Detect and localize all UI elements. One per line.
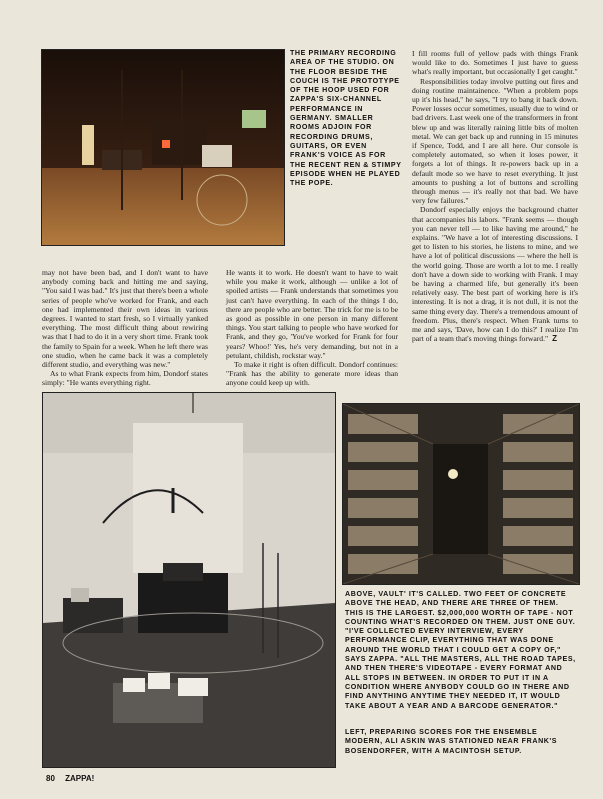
studio-photo-image <box>42 50 284 245</box>
studio-photo <box>41 49 285 246</box>
end-mark: Z <box>552 334 557 344</box>
paragraph: may not have been bad, and I don't want to have anybody coming back and hitting me and saying, "You said I was bad." It's just that there's been a whole series of people who've worked for Frank, and each one had implemented their own ideas in various degrees. I wanted to start fresh, so I virtually yanked everything. The most difficult thing about rewiring was that I had to do it in a very short time. Frank took the family to Spain for a week. When he left there was one studio, when he came back it was a completely different studio, and everything was new." <box>42 268 208 370</box>
paragraph: As to what Frank expects from him, Dondorf states simply: "He wants everything right. <box>42 369 208 388</box>
page-footer <box>46 774 102 783</box>
paragraph: To make it right is often difficult. Dondorf continues: "Frank has the ability to generate more ideas than anyone could keep up with. <box>226 360 398 388</box>
piano-room-photo <box>42 392 336 768</box>
magazine-name: ZAPPA! <box>65 774 95 783</box>
article-column-left <box>42 268 208 388</box>
photo-caption-top: THE PRIMARY RECORDING AREA OF THE STUDIO. ON THE FLOOR BESIDE THE COUCH IS THE PROTOTYPE OF THE HOOP USED FOR ZAPPA'S SIX-CHANNEL PERFORMANCE IN GERMANY. SMALLER ROOMS ADJOIN FOR RECORDING DRUMS, GUITARS, OR EVEN FRANK'S VOICE AS FOR THE RECENT REN & STIMPY EPISODE WHEN HE PLAYED THE POPE. <box>290 49 402 188</box>
article-column-right <box>412 49 578 344</box>
page-number: 80 <box>46 774 55 783</box>
article-column-middle <box>226 268 398 388</box>
tape-vault-photo <box>342 403 580 585</box>
scores-caption: LEFT, PREPARING SCORES FOR THE ENSEMBLE MODERN, ALI ASKIN WAS STATIONED NEAR FRANK'S BOSENDORFER, WITH A MACINTOSH SETUP. <box>345 728 558 755</box>
paragraph <box>412 205 578 343</box>
tape-vault-image <box>343 404 579 584</box>
paragraph: Responsibilities today involve putting out fires and doing routine maintainence. "When a problem pops up it's his head," he says, "I try to bang it back down. Power losses occur sometimes, usually due to wind or bad drivers. Last week one of the transformers in front blew up and was literally raining little bits of molten metal. We can get back up and running in 15 minutes if Spence, Todd, and I are all here. Our console is completely automated, so when it loses power, it forgets a lot of things. It re-powers back up in a default mode so we have to reset everything. It just amounts to pushing a lot of buttons and scrolling through menus — it's really not that bad. We have very few failures." <box>412 76 578 206</box>
paragraph-text: Dondorf especially enjoys the background chatter that accompanies his labors. "Frank seems — though you can never tell — to like having me around," he explains. "We have a lot of interesting discussions. I get to listen to his stories, he listens to mine, and we have a lot of political discussions — where the hell is the world going. Those are worth a lot to me. I really don't have a down side to working with Frank. I may be having a charmed life, but generally it's been relatively easy. The best part of working here is it's interesting. It is not a drag, it is not dull, it is not the same thing every day. There's a tremendous amount of freedom. Plus, there's respect. When Frank turns to me and says, 'Dave, how can I do this?' I realize I'm part of a team that's moving things forward." <box>412 205 578 344</box>
vault-caption: ABOVE, VAULT' IT'S CALLED. TWO FEET OF CONCRETE ABOVE THE HEAD, AND THERE ARE THREE OF THEM. THIS IS THE LARGEST. $2,000,000 WORTH OF TAPE - NOT COUNTING WHAT'S RECORDED ON THEM. JUST ONE GUY. "I'VE COLLECTED EVERY INTERVIEW, EVERY PERFORMANCE CLIP, EVERYTHING THAT WAS DONE AROUND THE WORLD THAT I COULD GET A COPY OF," SAYS ZAPPA. "ALL THE MASTERS, ALL THE ROAD TAPES, AND THEN THERE'S VIDEOTAPE - EVERY FORMAT AND ALL STOPS IN BETWEEN. IN ORDER TO PUT IT IN A CONDITION WHERE ANYBODY COULD GO IN THERE AND FIND ANYTHING ANYTIME THEY NEEDED IT, IT WOULD TAKE ABOUT A YEAR AND A BARCODE GENERATOR." <box>345 590 576 710</box>
paragraph: He wants it to work. He doesn't want to have to wait while you make it work, although — unlike a lot of spoiled artists — Frank understands that sometimes you just can't have everything. In each of the things I do, there are people who are better. The trick for me is to be as good as possible in one person in many different things. You start talking to people who have worked for Frank, and they go, 'You've worked for Frank for four years? Whoo!' Yes, he's very demanding, but not in a petulant, childish, rockstar way." <box>226 268 398 360</box>
paragraph: I fill rooms full of yellow pads with things Frank would like to do. Sometimes I just have to guess what's really important, but occasionally I get caught." <box>412 49 578 77</box>
piano-room-image <box>43 393 335 767</box>
